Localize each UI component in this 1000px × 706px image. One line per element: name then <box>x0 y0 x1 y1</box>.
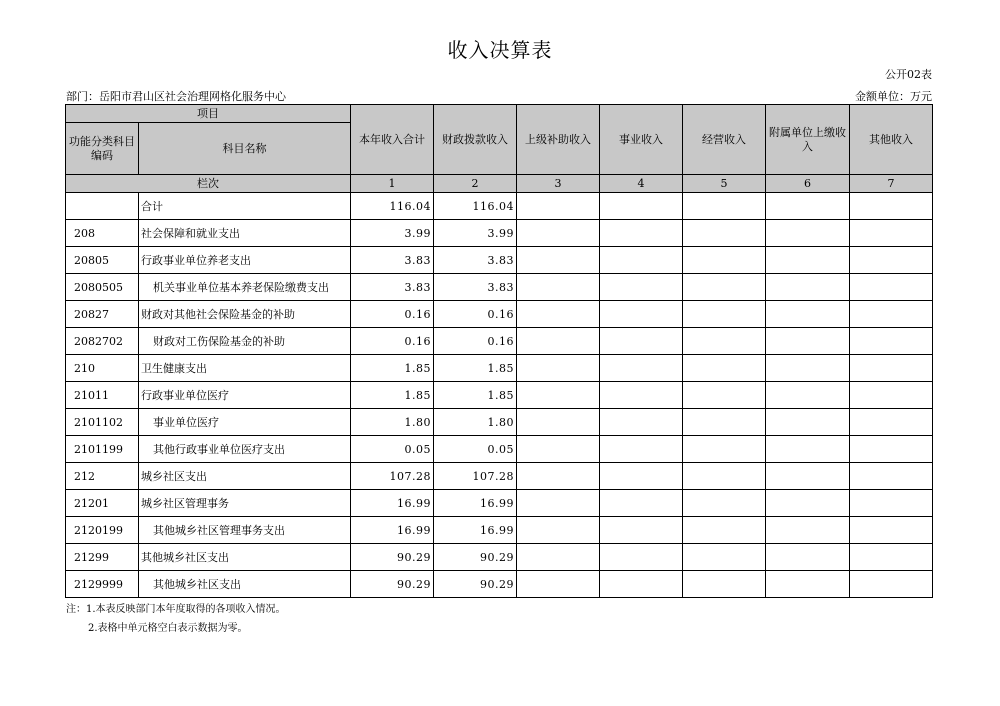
row-business <box>600 274 683 301</box>
row-fiscal: 107.28 <box>434 463 517 490</box>
row-fiscal: 16.99 <box>434 517 517 544</box>
row-fiscal: 1.85 <box>434 355 517 382</box>
table-row <box>66 328 933 355</box>
row-total: 3.83 <box>351 247 434 274</box>
row-other <box>850 220 933 247</box>
row-total: 0.16 <box>351 301 434 328</box>
row-fiscal: 90.29 <box>434 544 517 571</box>
row-affiliated <box>766 247 850 274</box>
row-total: 3.83 <box>351 274 434 301</box>
row-affiliated <box>766 382 850 409</box>
row-name: 社会保障和就业支出 <box>139 220 351 247</box>
row-name: 合计 <box>139 193 351 220</box>
row-total: 16.99 <box>351 517 434 544</box>
lanci-header: 栏次 <box>66 175 351 193</box>
row-code: 2101199 <box>66 436 139 463</box>
table-row <box>66 490 933 517</box>
row-total: 3.99 <box>351 220 434 247</box>
row-business <box>600 247 683 274</box>
col-header-other: 其他收入 <box>850 105 933 175</box>
note-2: 2.表格中单元格空白表示数据为零。 <box>88 623 248 634</box>
row-superior <box>517 382 600 409</box>
row-affiliated <box>766 328 850 355</box>
row-operation <box>683 301 766 328</box>
row-name: 其他城乡社区支出 <box>139 544 351 571</box>
row-fiscal: 3.83 <box>434 274 517 301</box>
row-operation <box>683 544 766 571</box>
row-business <box>600 436 683 463</box>
row-business <box>600 193 683 220</box>
table-body <box>66 193 933 598</box>
row-affiliated <box>766 436 850 463</box>
row-superior <box>517 301 600 328</box>
col-number: 4 <box>600 175 683 193</box>
row-business <box>600 220 683 247</box>
func-code-header: 功能分类科目编码 <box>66 123 139 175</box>
row-superior <box>517 571 600 598</box>
table-row <box>66 274 933 301</box>
row-affiliated <box>766 193 850 220</box>
row-name: 行政事业单位养老支出 <box>139 247 351 274</box>
row-operation <box>683 490 766 517</box>
notes <box>66 600 286 638</box>
row-affiliated <box>766 463 850 490</box>
row-other <box>850 328 933 355</box>
row-superior <box>517 436 600 463</box>
row-total: 1.85 <box>351 382 434 409</box>
table-row <box>66 409 933 436</box>
row-affiliated <box>766 355 850 382</box>
row-code: 21201 <box>66 490 139 517</box>
row-business <box>600 301 683 328</box>
row-superior <box>517 409 600 436</box>
row-fiscal: 1.80 <box>434 409 517 436</box>
row-fiscal: 0.16 <box>434 301 517 328</box>
row-affiliated <box>766 220 850 247</box>
row-other <box>850 193 933 220</box>
row-affiliated <box>766 517 850 544</box>
col-header-business: 事业收入 <box>600 105 683 175</box>
col-header-total: 本年收入合计 <box>351 105 434 175</box>
row-superior <box>517 463 600 490</box>
row-other <box>850 490 933 517</box>
row-operation <box>683 220 766 247</box>
row-name: 其他城乡社区支出 <box>139 571 351 598</box>
row-affiliated <box>766 544 850 571</box>
row-total: 1.85 <box>351 355 434 382</box>
row-fiscal: 16.99 <box>434 490 517 517</box>
row-other <box>850 463 933 490</box>
row-total: 0.05 <box>351 436 434 463</box>
row-operation <box>683 382 766 409</box>
row-code: 2082702 <box>66 328 139 355</box>
col-header-fiscal: 财政拨款收入 <box>434 105 517 175</box>
row-affiliated <box>766 571 850 598</box>
row-business <box>600 409 683 436</box>
col-header-operation: 经营收入 <box>683 105 766 175</box>
note-1: 注：1.本表反映部门本年度取得的各项收入情况。 <box>66 604 286 615</box>
table-row <box>66 220 933 247</box>
col-header-superior: 上级补助收入 <box>517 105 600 175</box>
subject-name-header: 科目名称 <box>139 123 351 175</box>
row-business <box>600 355 683 382</box>
col-number: 5 <box>683 175 766 193</box>
row-business <box>600 382 683 409</box>
table-row <box>66 463 933 490</box>
row-name: 财政对其他社会保险基金的补助 <box>139 301 351 328</box>
row-total: 1.80 <box>351 409 434 436</box>
table-row <box>66 193 933 220</box>
row-other <box>850 544 933 571</box>
row-fiscal: 90.29 <box>434 571 517 598</box>
row-name: 事业单位医疗 <box>139 409 351 436</box>
row-superior <box>517 517 600 544</box>
row-operation <box>683 409 766 436</box>
department-label: 部门：岳阳市君山区社会治理网格化服务中心 <box>66 90 286 103</box>
row-operation <box>683 274 766 301</box>
row-business <box>600 463 683 490</box>
col-number: 1 <box>351 175 434 193</box>
row-name: 行政事业单位医疗 <box>139 382 351 409</box>
row-code: 21011 <box>66 382 139 409</box>
row-code: 210 <box>66 355 139 382</box>
row-affiliated <box>766 274 850 301</box>
row-code: 2080505 <box>66 274 139 301</box>
row-superior <box>517 247 600 274</box>
row-business <box>600 517 683 544</box>
row-name: 城乡社区支出 <box>139 463 351 490</box>
row-other <box>850 517 933 544</box>
row-code: 212 <box>66 463 139 490</box>
col-number: 6 <box>766 175 850 193</box>
row-code: 2129999 <box>66 571 139 598</box>
table-row <box>66 382 933 409</box>
table-row <box>66 544 933 571</box>
row-code <box>66 193 139 220</box>
row-operation <box>683 328 766 355</box>
row-fiscal: 1.85 <box>434 382 517 409</box>
row-operation <box>683 571 766 598</box>
row-code: 2120199 <box>66 517 139 544</box>
row-other <box>850 355 933 382</box>
row-superior <box>517 490 600 517</box>
page-title: 收入决算表 <box>447 38 553 62</box>
row-affiliated <box>766 409 850 436</box>
col-number: 3 <box>517 175 600 193</box>
row-name: 机关事业单位基本养老保险缴费支出 <box>139 274 351 301</box>
row-fiscal: 3.99 <box>434 220 517 247</box>
income-table <box>65 104 933 598</box>
row-other <box>850 301 933 328</box>
row-total: 0.16 <box>351 328 434 355</box>
row-fiscal: 116.04 <box>434 193 517 220</box>
col-number: 7 <box>850 175 933 193</box>
row-code: 20827 <box>66 301 139 328</box>
row-operation <box>683 517 766 544</box>
row-name: 其他行政事业单位医疗支出 <box>139 436 351 463</box>
row-code: 2101102 <box>66 409 139 436</box>
table-code: 公开02表 <box>885 68 932 81</box>
row-total: 116.04 <box>351 193 434 220</box>
row-total: 16.99 <box>351 490 434 517</box>
row-name: 其他城乡社区管理事务支出 <box>139 517 351 544</box>
row-fiscal: 0.05 <box>434 436 517 463</box>
col-number: 2 <box>434 175 517 193</box>
row-total: 107.28 <box>351 463 434 490</box>
row-superior <box>517 274 600 301</box>
table-row <box>66 247 933 274</box>
project-header: 项目 <box>66 105 351 123</box>
row-code: 20805 <box>66 247 139 274</box>
row-superior <box>517 220 600 247</box>
row-business <box>600 544 683 571</box>
row-business <box>600 328 683 355</box>
row-affiliated <box>766 490 850 517</box>
row-superior <box>517 193 600 220</box>
row-other <box>850 409 933 436</box>
table-row <box>66 355 933 382</box>
row-name: 卫生健康支出 <box>139 355 351 382</box>
row-other <box>850 247 933 274</box>
row-code: 21299 <box>66 544 139 571</box>
table-row <box>66 571 933 598</box>
row-superior <box>517 328 600 355</box>
row-code: 208 <box>66 220 139 247</box>
row-name: 财政对工伤保险基金的补助 <box>139 328 351 355</box>
row-fiscal: 3.83 <box>434 247 517 274</box>
row-other <box>850 571 933 598</box>
table-row <box>66 436 933 463</box>
table-row <box>66 301 933 328</box>
row-name: 城乡社区管理事务 <box>139 490 351 517</box>
row-business <box>600 571 683 598</box>
row-fiscal: 0.16 <box>434 328 517 355</box>
row-operation <box>683 247 766 274</box>
row-operation <box>683 436 766 463</box>
row-operation <box>683 193 766 220</box>
row-total: 90.29 <box>351 571 434 598</box>
row-total: 90.29 <box>351 544 434 571</box>
row-affiliated <box>766 301 850 328</box>
row-superior <box>517 355 600 382</box>
col-header-affiliated: 附属单位上缴收入 <box>766 105 850 175</box>
unit-label: 金额单位：万元 <box>855 90 932 103</box>
row-other <box>850 436 933 463</box>
row-business <box>600 490 683 517</box>
row-other <box>850 382 933 409</box>
table-row <box>66 517 933 544</box>
row-superior <box>517 544 600 571</box>
row-operation <box>683 463 766 490</box>
row-operation <box>683 355 766 382</box>
row-other <box>850 274 933 301</box>
